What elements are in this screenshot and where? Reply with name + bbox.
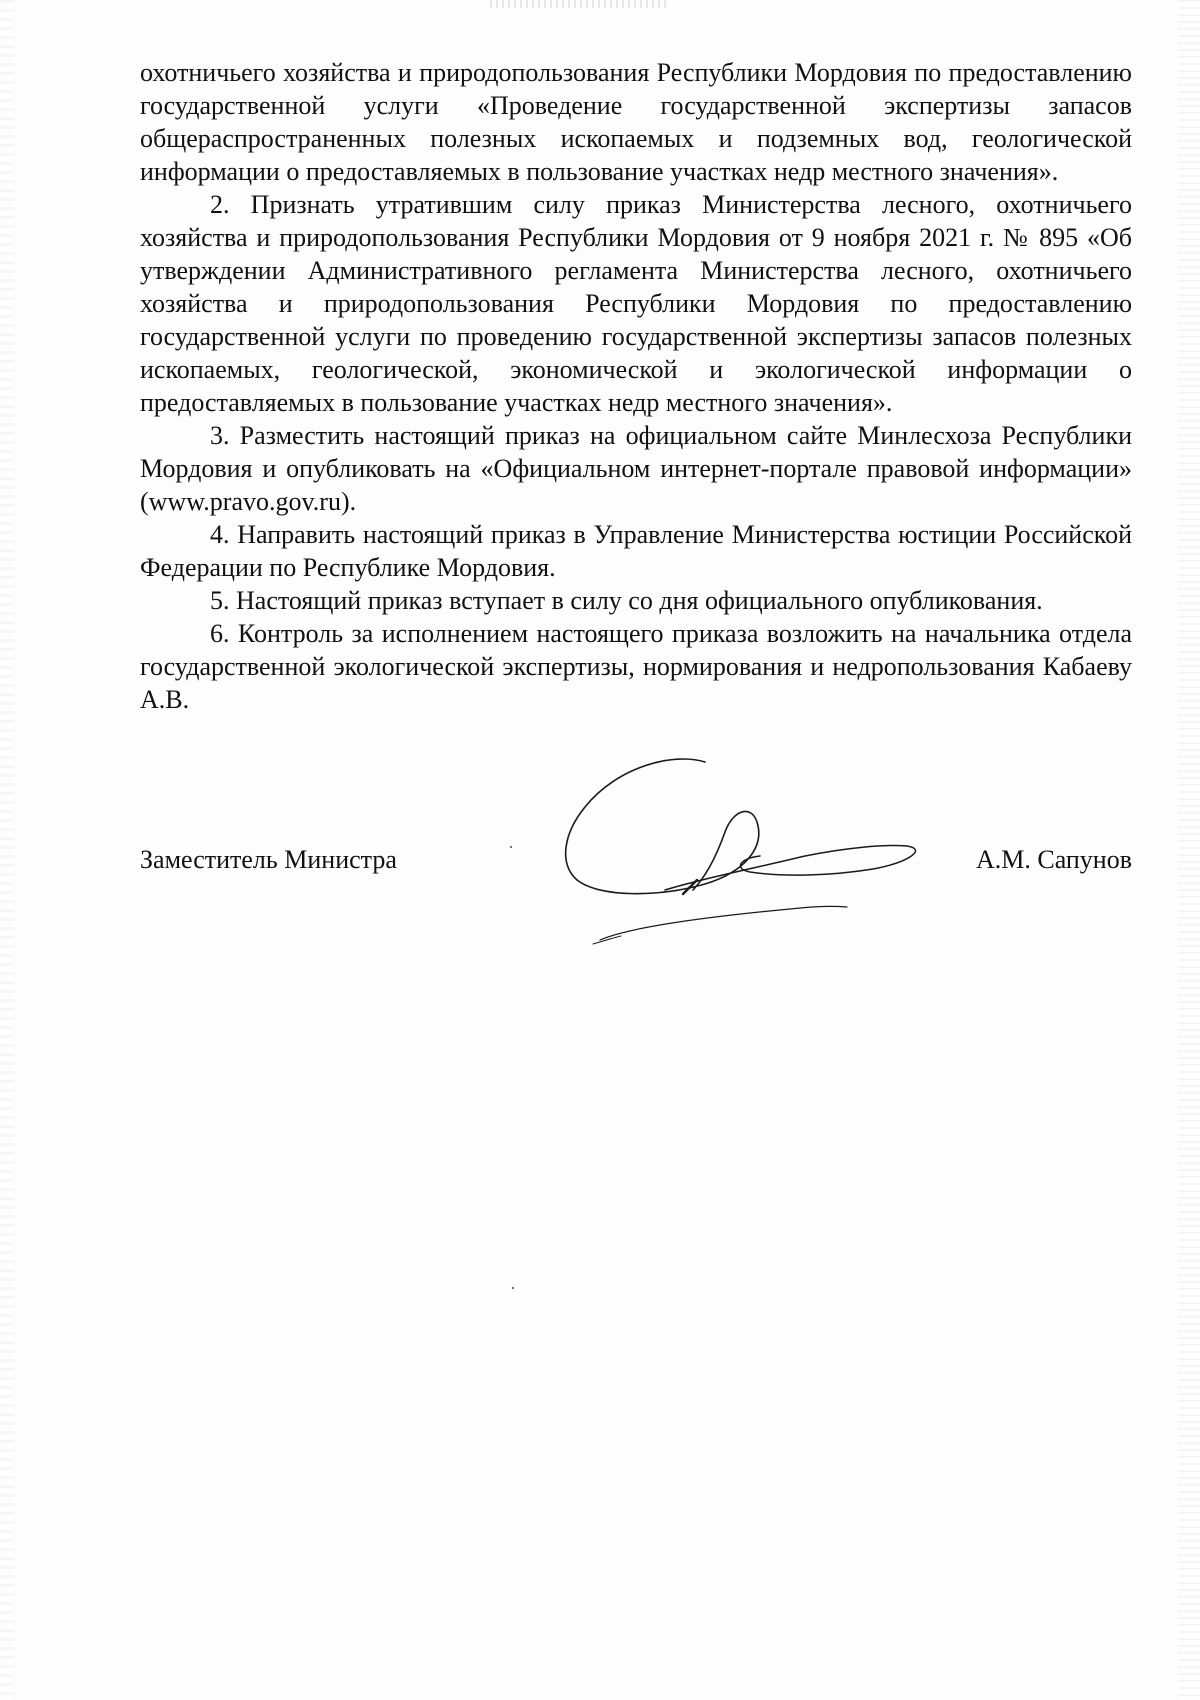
paragraph-item-6: 6. Контроль за исполнением настоящего приказа возложить на начальника отдела государственной экологической экспертизы, нормирования и недропользования Кабаеву А.В. bbox=[140, 619, 1132, 714]
document-body bbox=[140, 56, 1132, 716]
scan-edge-top bbox=[490, 0, 670, 8]
scan-speck bbox=[512, 1287, 514, 1289]
handwritten-signature bbox=[555, 752, 945, 952]
signatory-name: А.М. Сапунов bbox=[975, 845, 1132, 874]
paragraph-item-4: 4. Направить настоящий приказ в Управление Министерства юстиции Российской Федерации по Республике Мордовия. bbox=[140, 520, 1132, 582]
paragraph-item-3: 3. Разместить настоящий приказ на официальном сайте Минлесхоза Республики Мордовия и опубликовать на «Официальном интернет-портале правовой информации» (www.pravo.gov.ru). bbox=[140, 421, 1132, 516]
scan-speck bbox=[510, 846, 512, 848]
paragraph-item-5: 5. Настоящий приказ вступает в силу со дня официального опубликования. bbox=[210, 586, 1043, 615]
paragraph-continuation: охотничьего хозяйства и природопользования Республики Мордовия по предоставлению государственной услуги «Проведение государственной экспертизы запасов общераспространенных полезных ископаемых и подземных вод, геологической информации о предоставляемых в пользование участках недр местного значения». bbox=[140, 58, 1132, 186]
scan-edge-right bbox=[1178, 0, 1200, 1700]
scan-edge-left bbox=[0, 0, 14, 1700]
signatory-position: Заместитель Министра bbox=[140, 845, 397, 874]
paragraph-item-2: 2. Признать утратившим силу приказ Министерства лесного, охотничьего хозяйства и природопользования Республики Мордовия от 9 ноября 2021 г. № 895 «Об утверждении Административного регламента Министерства лесного, охотничьего хозяйства и природопользования Республики Мордовия по предоставлению государственной услуги по проведению государственной экспертизы запасов полезных ископаемых, геологической, экономической и экологической информации о предоставляемых в пользование участках недр местного значения». bbox=[140, 190, 1132, 417]
